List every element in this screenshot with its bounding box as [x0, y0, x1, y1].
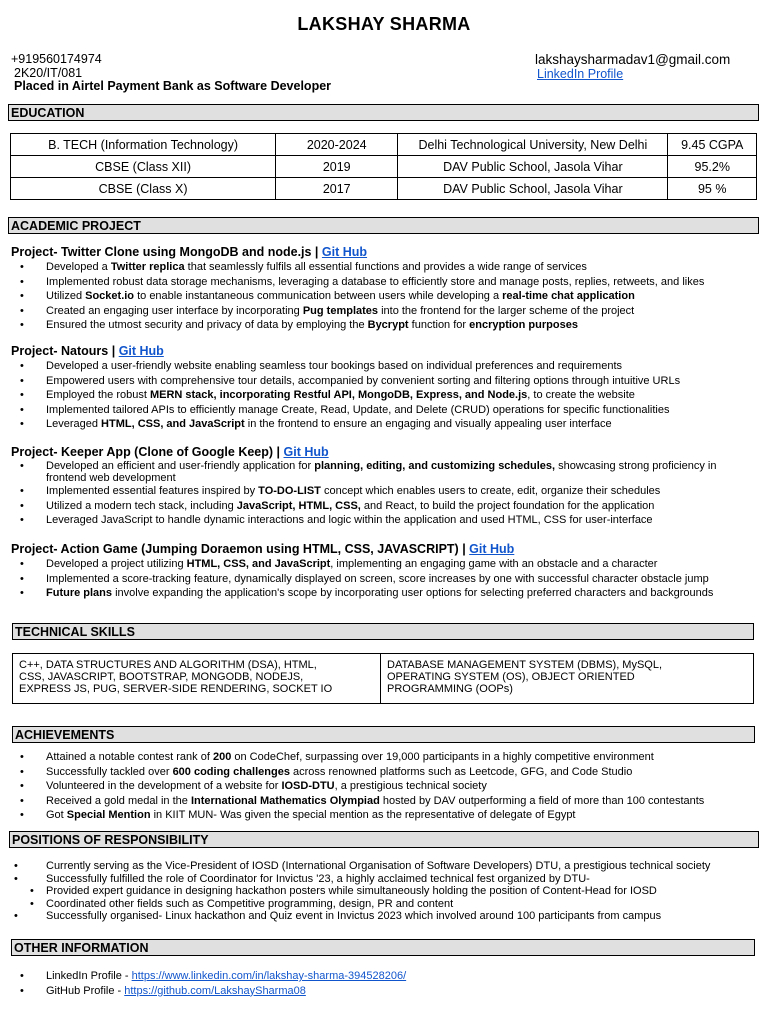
list-item [11, 417, 761, 432]
text: Created an engaging user interface by incorporating [46, 304, 303, 317]
text: Empowered users with comprehensive tour details, accompanied by convenient sorting and filtering options through intuitive URLs [46, 374, 681, 387]
skills-right [381, 654, 753, 703]
list-item: • Successfully fulfilled the role of Coordinator for Invictus '23, a highly acclaimed technical fest organized by DTU- [5, 873, 755, 886]
skills-left [13, 654, 381, 703]
list-item [11, 403, 761, 418]
text: , implementing an engaging game with an obstacle and a character [330, 558, 658, 570]
sub-list-item: • Provided expert guidance in designing hackathon posters while simultaneously holding the position of Content-Head for IOSD [5, 885, 755, 898]
list-item [11, 765, 761, 780]
sub-list-item: • Coordinated other fields such as Competitive programming, design, PR and content [5, 898, 755, 911]
list-item [11, 275, 761, 290]
bold-text: Future plans [46, 587, 113, 599]
table-row [11, 178, 757, 200]
list-item: • GitHub Profile - https://github.com/LakshaySharma08 [11, 984, 761, 999]
section-education: EDUCATION [8, 104, 759, 121]
text: Got [46, 809, 67, 821]
linkedin-url[interactable]: https://www.linkedin.com/in/lakshay-sharma-394528206/ [131, 970, 407, 982]
text: hosted by DAV outperforming a field of more than 100 contestants [379, 794, 705, 807]
project-bullets [11, 260, 761, 333]
table-cell: DAV Public School, Jasola Vihar [398, 156, 668, 178]
project-name: Project- Keeper App (Clone of Google Keep) | [11, 445, 284, 459]
text: , a prestigious technical society [334, 780, 487, 792]
achievements-list [11, 750, 761, 823]
text: Utilized a modern tech stack, including [46, 499, 237, 512]
text: in the frontend to ensure an engaging and visually appealing user interface [244, 418, 612, 430]
project-name: Project- Action Game (Jumping Doraemon using HTML, CSS, JAVASCRIPT) | [11, 542, 470, 556]
text: , to create the website [527, 389, 635, 401]
list-item [11, 779, 761, 794]
text: Successfully tackled over [46, 765, 173, 778]
list-item [11, 304, 761, 319]
list-item [11, 513, 761, 528]
table-cell: 2020-2024 [276, 134, 398, 156]
text: Developed a user-friendly website enabling seamless tour bookings based on individual preferences and requirements [46, 360, 623, 372]
project-name: Project- Natours | [11, 344, 119, 358]
text: across renowned platforms such as Leetcode, GFG, and Code Studio [289, 765, 633, 778]
text: Implemented tailored APIs to efficiently manage Create, Read, Update, and Delete (CRUD) operations for specific functionalities [46, 403, 670, 416]
table-cell: B. TECH (Information Technology) [11, 134, 276, 156]
text: Received a gold medal in the [46, 794, 191, 807]
bold-text: planning, editing, and customizing schedules, [314, 460, 556, 472]
text: Volunteered in the development of a website for [46, 780, 282, 792]
section-technical-skills: TECHNICAL SKILLS [12, 623, 754, 640]
skills-line: C++, DATA STRUCTURES AND ALGORITHM (DSA), HTML, [19, 659, 317, 671]
text: and React, to build the project foundation for the application [360, 499, 655, 512]
text: showcasing strong proficiency in frontend web development [46, 460, 717, 484]
bold-text: Pug templates [302, 304, 379, 317]
github-link[interactable]: Git Hub [321, 245, 368, 259]
list-item: • Currently serving as the Vice-President of IOSD (International Organisation of Software Developers) DTU, a prestigious technical society [5, 860, 755, 873]
github-link[interactable]: Git Hub [469, 542, 515, 556]
text: Implemented robust data storage mechanisms, leveraging a database to efficiently store and manage posts, replies, retweets, and likes [46, 275, 705, 288]
text: Utilized [46, 290, 86, 302]
text: that seamlessly fulfils all essential functions and provides a wide range of services [184, 261, 587, 273]
roll-number: 2K20/IT/081 [14, 65, 83, 80]
list-item [11, 289, 761, 304]
bold-text: encryption purposes [469, 319, 578, 331]
github-link[interactable]: Git Hub [283, 445, 329, 459]
table-cell: 2019 [276, 156, 398, 178]
candidate-name: LAKSHAY SHARMA [297, 14, 471, 34]
skills-line: PROGRAMMING (OOPs) [387, 683, 513, 695]
other-info-list [11, 969, 761, 998]
bold-text: Special Mention [66, 809, 151, 821]
table-cell: 95 % [668, 178, 757, 200]
text: Developed an efficient and user-friendly application for [46, 460, 315, 472]
table-cell: 95.2% [668, 156, 757, 178]
text: in KIIT MUN- Was given the special mention as the representative of delegate of Egypt [150, 809, 576, 821]
project-bullets [11, 460, 761, 528]
bold-text: MERN stack, incorporating Restful API, MongoDB, Express, and Node.js [149, 389, 528, 401]
project-title [11, 245, 367, 259]
skills-line: EXPRESS JS, PUG, SERVER-SIDE RENDERING, SOCKET IO [19, 683, 333, 695]
list-item [11, 808, 761, 823]
project-title [11, 344, 164, 358]
text: into the frontend for the larger scheme of the project [378, 304, 635, 317]
table-row [11, 156, 757, 178]
text: concept which enables users to create, edit, organize their schedules [320, 485, 661, 497]
list-item [11, 750, 761, 765]
table-cell: 2017 [276, 178, 398, 200]
project-bullets [11, 359, 761, 432]
text: Leveraged [46, 418, 102, 430]
text: Implemented a score-tracking feature, dynamically displayed on screen, score increases by one with successful character obstacle jump [46, 572, 709, 585]
linkedin-link[interactable]: LinkedIn Profile [537, 67, 624, 81]
table-cell: Delhi Technological University, New Delhi [398, 134, 668, 156]
project-name: Project- Twitter Clone using MongoDB and node.js | [11, 245, 322, 259]
text: Developed a [46, 261, 111, 273]
contact-right [535, 52, 730, 82]
text: to enable instantaneous communication between users while developing a [134, 290, 503, 302]
skills-line: CSS, JAVASCRIPT, BOOTSTRAP, MONGODB, NODEJS, [19, 671, 304, 683]
bold-text: Socket.io [85, 290, 135, 302]
education-table [10, 133, 757, 200]
skills-line: DATABASE MANAGEMENT SYSTEM (DBMS), MySQL, [387, 659, 663, 671]
bold-text: International Mathematics Olympiad [190, 794, 380, 807]
project-title [11, 445, 329, 459]
list-item [11, 586, 761, 601]
table-cell: CBSE (Class X) [11, 178, 276, 200]
list-item: • LinkedIn Profile - https://www.linkedin.com/in/lakshay-sharma-394528206/ [11, 969, 761, 984]
text: Ensured the utmost security and privacy of data by employing the [46, 319, 368, 331]
list-item [11, 484, 761, 499]
text: involve expanding the application's scope by incorporating user options for selecting preferred characters and backgrounds [112, 587, 714, 599]
bold-text: JavaScript, HTML, CSS, [236, 499, 361, 512]
phone: +919560174974 [11, 52, 102, 66]
text: Leveraged JavaScript to handle dynamic interactions and logic within the application and used HTML, CSS for user-interface [46, 514, 653, 526]
skills-box [12, 653, 754, 704]
list-item [11, 388, 761, 403]
bold-text: HTML, CSS, and JavaScript [186, 558, 331, 570]
text: function for [408, 319, 470, 331]
contact-left [11, 53, 331, 94]
list-item [11, 359, 761, 374]
list-item [11, 318, 761, 333]
text: Employed the robust [46, 389, 150, 401]
bold-text: 200 [212, 751, 232, 763]
table-row [11, 134, 757, 156]
bold-text: Twitter replica [110, 261, 185, 273]
positions-list [5, 860, 755, 923]
bold-text: IOSD-DTU [281, 780, 335, 792]
email[interactable]: lakshaysharmadav1@gmail.com [535, 52, 731, 67]
section-positions: POSITIONS OF RESPONSIBILITY [9, 831, 759, 848]
project-title [11, 542, 514, 556]
bold-text: TO-DO-LIST [258, 485, 321, 497]
text: on CodeChef, surpassing over 19,000 participants in a highly competitive environment [231, 751, 654, 763]
bold-text: real-time chat application [502, 290, 635, 302]
list-item [11, 557, 761, 572]
list-item [11, 460, 761, 484]
list-item [11, 572, 761, 587]
section-achievements: ACHIEVEMENTS [12, 726, 755, 743]
text: Attained a notable contest rank of [46, 751, 213, 763]
table-cell: DAV Public School, Jasola Vihar [398, 178, 668, 200]
github-link[interactable]: Git Hub [118, 344, 164, 358]
list-item [11, 499, 761, 514]
bold-text: HTML, CSS, and JavaScript [101, 418, 245, 430]
list-item [11, 794, 761, 809]
placement: Placed in Airtel Payment Bank as Software Developer [14, 79, 332, 93]
list-item [11, 374, 761, 389]
section-academic-project: ACADEMIC PROJECT [8, 217, 759, 234]
github-url[interactable]: https://github.com/LakshaySharma08 [124, 984, 306, 997]
text: Implemented essential features inspired by [46, 485, 259, 497]
skills-line: OPERATING SYSTEM (OS), OBJECT ORIENTED [387, 671, 635, 683]
bold-text: 600 coding challenges [172, 765, 290, 778]
project-bullets [11, 557, 761, 601]
text: Developed a project utilizing [46, 558, 187, 570]
list-item: • Successfully organised- Linux hackathon and Quiz event in Invictus 2023 which involved around 100 participants from campus [5, 910, 755, 923]
list-item [11, 260, 761, 275]
section-other-information: OTHER INFORMATION [11, 939, 755, 956]
table-cell: CBSE (Class XII) [11, 156, 276, 178]
bold-text: Bycrypt [367, 319, 409, 331]
table-cell: 9.45 CGPA [668, 134, 757, 156]
